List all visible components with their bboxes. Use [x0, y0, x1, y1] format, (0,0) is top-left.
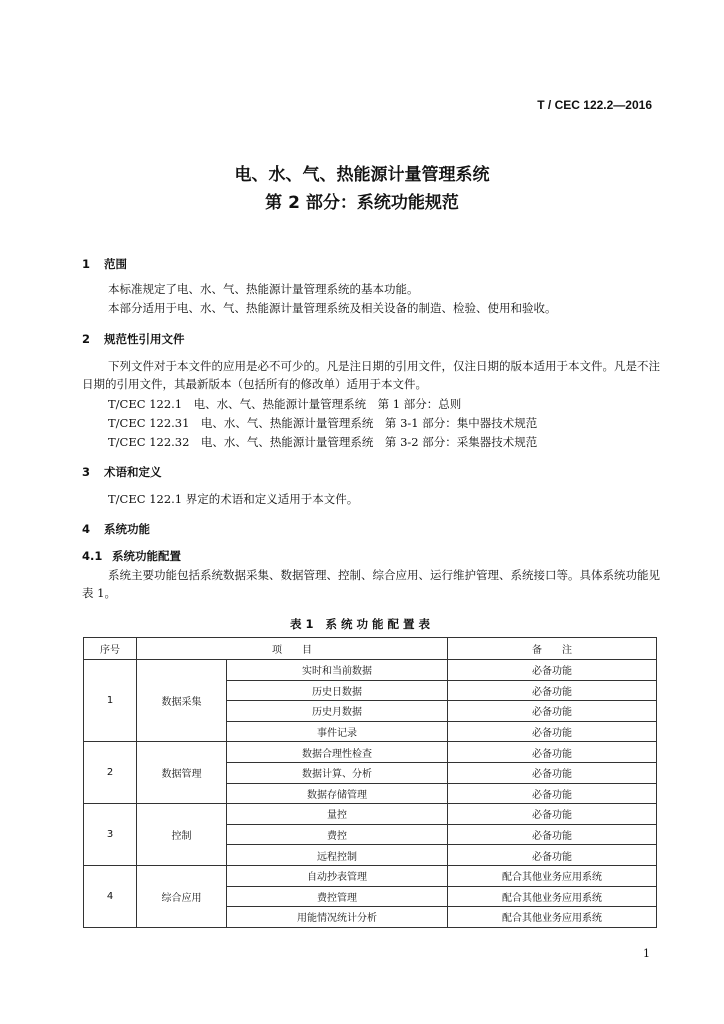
group-category: 控制	[137, 804, 227, 866]
row-item: 数据计算、分析	[227, 762, 448, 783]
reference-item-2: T/CEC 122.31 电、水、气、热能源计量管理系统 第 3-1 部分：集中器技术规范	[108, 416, 538, 430]
section-number: 2	[82, 332, 91, 346]
row-item: 历史月数据	[227, 701, 448, 722]
row-note: 必备功能	[448, 742, 657, 763]
row-note: 必备功能	[448, 845, 657, 866]
group-seq: 1	[84, 660, 137, 742]
row-item: 实时和当前数据	[227, 660, 448, 681]
section-number: 1	[82, 257, 91, 271]
section-number: 4	[82, 522, 91, 536]
document-title-line2: 第 2 部分：系统功能规范	[265, 193, 459, 213]
header-item: 项 目	[137, 638, 448, 660]
subsection-heading-function-config	[82, 548, 181, 564]
subsection-number: 4.1	[82, 549, 103, 563]
row-item: 量控	[227, 804, 448, 825]
row-note: 必备功能	[448, 762, 657, 783]
row-item: 自动抄表管理	[227, 865, 448, 886]
terms-paragraph: T/CEC 122.1 界定的术语和定义适用于本文件。	[108, 492, 359, 506]
section-number: 3	[82, 465, 91, 479]
section-title: 术语和定义	[104, 465, 162, 479]
section-title: 范围	[104, 257, 127, 271]
row-note: 配合其他业务应用系统	[448, 865, 657, 886]
section-heading-scope	[82, 256, 127, 272]
group-category: 数据采集	[137, 660, 227, 742]
row-note: 配合其他业务应用系统	[448, 886, 657, 907]
row-note: 必备功能	[448, 660, 657, 681]
subsection-title: 系统功能配置	[112, 549, 181, 563]
section-heading-system-functions	[82, 521, 150, 537]
reference-item-1: T/CEC 122.1 电、水、气、热能源计量管理系统 第 1 部分：总则	[108, 397, 462, 411]
document-title-line1: 电、水、气、热能源计量管理系统	[234, 165, 490, 185]
row-note: 必备功能	[448, 680, 657, 701]
section-title: 规范性引用文件	[104, 332, 185, 346]
row-note: 必备功能	[448, 783, 657, 804]
reference-item-3: T/CEC 122.32 电、水、气、热能源计量管理系统 第 3-2 部分：采集器技术规范	[108, 435, 538, 449]
row-item: 事件记录	[227, 721, 448, 742]
row-item: 费控管理	[227, 886, 448, 907]
document-number: T / CEC 122.2—2016	[537, 98, 652, 112]
header-note: 备 注	[448, 638, 657, 660]
row-item: 数据合理性检查	[227, 742, 448, 763]
table-row	[84, 804, 657, 825]
row-note: 必备功能	[448, 721, 657, 742]
function-config-table	[83, 637, 657, 928]
row-note: 必备功能	[448, 701, 657, 722]
scope-paragraph-2: 本部分适用于电、水、气、热能源计量管理系统及相关设备的制造、检验、使用和验收。	[108, 301, 557, 315]
table-caption	[0, 616, 724, 632]
table-caption-text: 系统功能配置表	[325, 617, 435, 631]
table-row	[84, 742, 657, 763]
group-seq: 2	[84, 742, 137, 804]
row-note: 必备功能	[448, 804, 657, 825]
group-seq: 4	[84, 865, 137, 927]
row-item: 历史日数据	[227, 680, 448, 701]
page-number: 1	[643, 947, 650, 960]
group-category: 数据管理	[137, 742, 227, 804]
row-item: 数据存储管理	[227, 783, 448, 804]
section-heading-terms	[82, 464, 162, 480]
row-note: 配合其他业务应用系统	[448, 907, 657, 928]
table-header-row	[84, 638, 657, 660]
table-caption-prefix: 表 1	[289, 617, 314, 631]
row-item: 费控	[227, 824, 448, 845]
group-seq: 3	[84, 804, 137, 866]
table-row	[84, 865, 657, 886]
section-heading-normative-references	[82, 331, 185, 347]
references-paragraph: 下列文件对于本文件的应用是必不可少的。凡是注日期的引用文件，仅注日期的版本适用于本文件。凡是不注日期的引用文件，其最新版本（包括所有的修改单）适用于本文件。	[82, 359, 660, 391]
row-note: 必备功能	[448, 824, 657, 845]
header-seq: 序号	[84, 638, 137, 660]
row-item: 远程控制	[227, 845, 448, 866]
group-category: 综合应用	[137, 865, 227, 927]
function-config-paragraph: 系统主要功能包括系统数据采集、数据管理、控制、综合应用、运行维护管理、系统接口等。具体系统功能见表 1。	[82, 568, 660, 600]
scope-paragraph-1: 本标准规定了电、水、气、热能源计量管理系统的基本功能。	[108, 282, 419, 296]
table-row	[84, 660, 657, 681]
row-item: 用能情况统计分析	[227, 907, 448, 928]
section-title: 系统功能	[104, 522, 150, 536]
